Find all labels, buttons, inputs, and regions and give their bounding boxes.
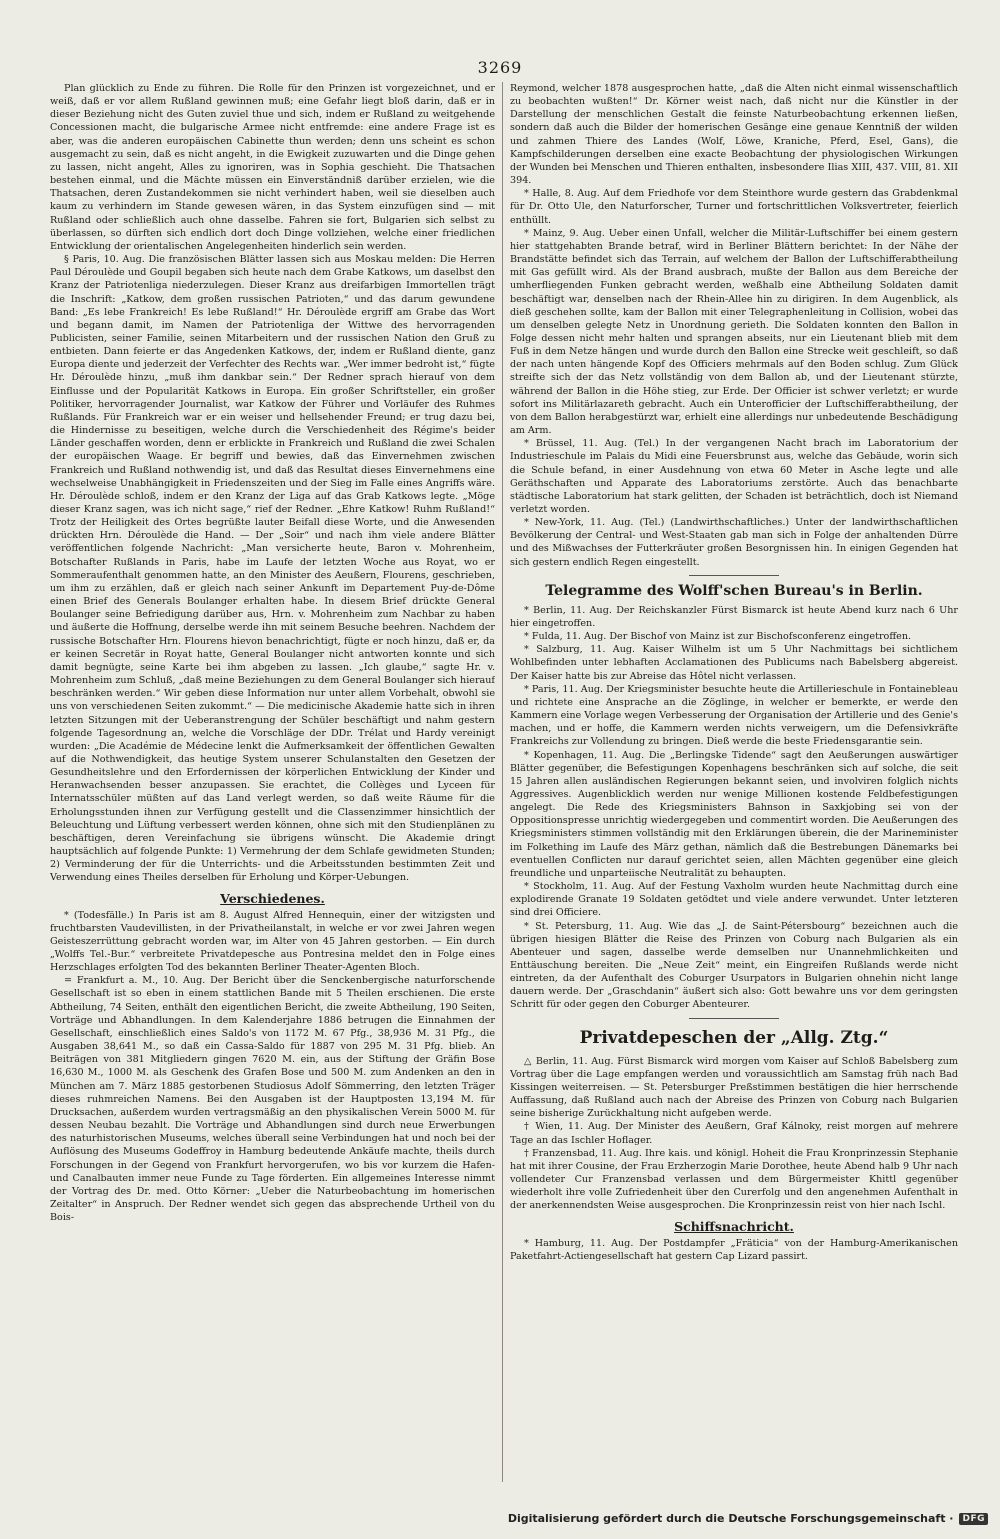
telegram-item: * Salzburg, 11. Aug. Kaiser Wilhelm ist um 5 Uhr Nachmittags bei sichtlichem Wohlbefinden unter lebhaften Acclamationen des Publicums nach Babelsberg abgereist. Der Kaiser hatte bis zur Abreise das Hôtel nicht verlassen.	[510, 644, 958, 682]
dispatch-item: △ Berlin, 11. Aug. Fürst Bismarck wird morgen vom Kaiser auf Schloß Babelsberg zum Vortrag über die Lage empfangen werden und voraussichtlich am Samstag früh nach Bad Kissingen weiterreisen. — St. Petersburger Preßstimmen bestätigen die hier herrschende Auffassung, daß Rußland auch nach der Abreise des Prinzen von Coburg nach Bulgarien seine bisherige Zurückhaltung nicht aufgeben werde.	[510, 1055, 958, 1120]
right-column	[510, 82, 958, 1482]
telegram-item: * Berlin, 11. Aug. Der Reichskanzler Fürst Bismarck ist heute Abend kurz nach 6 Uhr hier eingetroffen.	[510, 604, 958, 629]
telegram-item: * Stockholm, 11. Aug. Auf der Festung Vaxholm wurden heute Nachmittag durch eine explodirende Granate 19 Soldaten getödtet und viele andere verwundet. Unter letzteren sind drei Officiere.	[510, 881, 958, 919]
article-frankfurt: = Frankfurt a. M., 10. Aug. Der Bericht über die Senckenbergische naturforschende Gesellschaft ist so eben in einem stattlichen Bande mit 5 Theilen erschienen. Die erste Abtheilung, 74 Seiten, enthält den eigentlichen Bericht, die zweite Abtheilung, 190 Seiten, Vorträge und Abhandlungen. In dem Kalenderjahre 1886 betrugen die Einnahmen der Gesellschaft, einschließlich eines Saldo's von 1172 M. 67 Pfg., 38,936 M. 31 Pfg., die Ausgaben 38,641 M., so daß ein Cassa-Saldo für 1887 von 295 M. 31 Pfg. blieb. An Beiträgen von 381 Mitgliedern gingen 7620 M. ein, aus der Stiftung der Gräfin Bose 16,630 M., 1000 M. als Geschenk des Grafen Bose und 500 M. zum Andenken an den in München am 7. März 1885 gestorbenen Studiosus Adolf Sömmerring, den letzten Träger dieses ruhmreichen Namens. Bei den Ausgaben ist der Hauptposten 13,194 M. für Drucksachen, außerdem wurden vertragsmäßig an den physikalischen Verein 5000 M. für dessen Neubau bezahlt. Die Vorträge und Abhandlungen sind durch neue Erwerbungen des naturhistorischen Museums, welches überall seine Verbindungen hat und noch bei der Auflösung des Museums Godeffroy in Hamburg bedeutende Ankäufe machte, theils durch Forschungen in der Gegend von Frankfurt hervorgerufen, wo bis vor kurzem die Hafen- und Canalbauten immer neue Funde zu Tage förderten. Ein allgemeines Interesse nimmt der Vortrag des Dr. med. Otto Körner: „Ueber die Naturbeobachtung im homerischen Zeitalter“ in Anspruch. Der Redner wendet sich gegen das absprechende Urtheil von du Bois-	[50, 975, 495, 1224]
telegram-item: * Kopenhagen, 11. Aug. Die „Berlingske Tidende“ sagt den Aeußerungen auswärtiger Blätter gegenüber, die Befestigungen Kopenhagens beschränken sich auf solche, die seit 15 Jahren allen ausländischen Regierungen bekannt seien, und involviren folglich nichts Aggressives. Augenblicklich werden nur wenige Millionen kostende Feldbefestigungen angelegt. Die Rede des Kriegsministers Bahnson in Saxkjobing sei von der Oppositionspresse unrichtig wiedergegeben und commentirt worden. Die Aeußerungen des Kriegsministers stimmen vollständig mit den Erklärungen überein, die der Marineminister im Folkething im Laufe des März gethan, nämlich daß die Bestrebungen Dänemarks bei eventuellen Conflicten nur darauf gerichtet seien, allen Mächten gegenüber eine gleich freundliche und unparteiische Neutralität zu behaupten.	[510, 749, 958, 879]
article-bruessel: * Brüssel, 11. Aug. (Tel.) In der vergangenen Nacht brach im Laboratorium der Industrieschule im Palais du Midi eine Feuersbrunst aus, welche das Gebäude, worin sich die Schule befand, in einer Ausdehnung von etwa 60 Meter in Asche legte und alle Geräthschaften und Apparate des Laboratoriums zerstörte. Auch das benachbarte städtische Laboratorium hat stark gelitten, der Schaden ist beträchtlich, doch ist Niemand verletzt worden.	[510, 438, 958, 515]
article-paris: § Paris, 10. Aug. Die französischen Blätter lassen sich aus Moskau melden: Die Herren Paul Déroulède und Goupil begaben sich heute nach dem Grabe Katkows, um daselbst den Kranz der Patriotenliga niederzulegen. Dieser Kranz aus dreifarbigen Immortellen trägt die Inschrift: „Katkow, dem großen russischen Patrioten,“ und das darum gewundene Band: „Es lebe Frankreich! Es lebe Rußland!“ Hr. Déroulède ergriff am Grabe das Wort und begann damit, im Namen der Patriotenliga der Wittwe des hervorragenden Publicisten, seiner Familie, seinen Mitarbeitern und der russischen Nation den Gruß zu entbieten. Dann feierte er das Angedenken Katkows, der, indem er Rußland diente, ganz Europa diente und jederzeit der Verfechter des Rechts war. „Wer immer bedroht ist,“ fügte Hr. Déroulède hinzu, „muß ihm dankbar sein.“ Der Redner sprach hierauf von dem Einflusse und der Popularität Katkows in Europa. Ein großer Schriftsteller, ein großer Politiker, hervorragender Journalist, war Katkow der Führer und Vorläufer des Ruhmes Rußlands. Für Frankreich war er ein weiser und hellsehender Freund; er trug dazu bei, die Hindernisse zu beseitigen, welche durch die Verschiedenheit des Régime's beider Länder geschaffen worden, denn er erblickte in Frankreich und Rußland die zwei Schalen der europäischen Waage. Er begriff und bewies, daß das Einvernehmen zwischen Frankreich und Rußland nothwendig ist, und daß das Resultat dieses Einvernehmens eine wechselweise Unabhängigkeit in Friedenszeiten und der Sieg im Falle eines Angriffs wäre. Hr. Déroulède schloß, indem er den Kranz der Liga auf das Grab Katkows legte. „Möge dieser Kranz sagen, was ich nicht sage,“ rief der Redner. „Ehre Katkow! Ruhm Rußland!“ Trotz der Heiligkeit des Ortes begrüßte lauter Beifall diese Worte, und die Anwesenden drückten Hrn. Déroulède die Hand. — Der „Soir“ und nach ihm viele andere Blätter veröffentlichen folgende Nachricht: „Man versicherte heute, Baron v. Mohrenheim, Botschafter Rußlands in Paris, habe im Laufe der letzten Woche aus Royat, wo er Sommeraufenthalt genommen hatte, an den Minister des Aeußern, Flourens, geschrieben, um ihm zu erzählen, daß er gleich nach seiner Ankunft im Departement Puy-de-Dôme einen Brief des Generals Boulanger erhalten habe. In diesem Brief drückte General Boulanger seine Befriedigung darüber aus, Hrn. v. Mohrenheim zum Nachbar zu haben und äußerte die Hoffnung, derselbe werde ihn mit seinem Besuche beehren. Nachdem der russische Botschafter Hrn. Flourens hievon benachrichtigt, fügte er noch hinzu, daß er, da er keinen Secretär in Royat hatte, General Boulanger nicht antworten konnte und sich damit begnügte, seine Karte bei ihm abgeben zu lassen. „Ich glaube,“ sagte Hr. v. Mohrenheim zum Schluß, „daß meine Beziehungen zu dem General Boulanger sich hierauf beschränken werden.“ Wir geben diese Information nur unter allem Vorbehalt, obwohl sie uns von verschiedenen Seiten zukommt.“ — Die medicinische Akademie hatte sich in ihren letzten Sitzungen mit der Ueberanstrengung der Schüler beschäftigt und nahm gestern folgende Tagesordnung an, welche die Vorschläge der DDr. Trélat und Hardy vereinigt wurden: „Die Académie de Médecine lenkt die Aufmerksamkeit der öffentlichen Gewalten auf die Nothwendigkeit, das heutige System unserer Schulanstalten den Gesetzen der Gesundheitslehre und den Erfordernissen der körperlichen Entwicklung der Kinder und Heranwachsenden besser anzupassen. Sie erachtet, die Collèges und Lyceen für Internatsschüler müßten auf das Land verlegt werden, so daß weite Räume für die Erholungsstunden ihnen zur Verfügung gestellt und die Classenzimmer hinsichtlich der Beleuchtung und Lüftung verbessert werden können, ohne sich mit den Studienplänen zu beschäftigen, deren Vereinfachung sie übrigens wünscht. Die Akademie dringt hauptsächlich auf folgende Punkte: 1) Vermehrung der dem Schlafe gewidmeten Stunden; 2) Verminderung der für die Unterrichts- und die Arbeitsstunden bestimmten Zeit und Verwendung eines Theiles derselben für Erholung und Körper-Uebungen.	[50, 254, 495, 884]
column-divider	[502, 82, 503, 1482]
separator	[689, 1018, 779, 1019]
ship-news-item: * Hamburg, 11. Aug. Der Postdampfer „Fräticia“ von der Hamburg-Amerikanischen Paketfahrt-Actiengesellschaft hat gestern Cap Lizard passirt.	[510, 1237, 958, 1262]
section-heading-telegramme: Telegramme des Wolff'schen Bureau's in Berlin.	[545, 582, 923, 599]
separator	[689, 575, 779, 576]
left-column	[50, 82, 495, 1482]
section-heading-schiffsnachricht: Schiffsnachricht.	[674, 1218, 794, 1234]
dispatch-item: † Franzensbad, 11. Aug. Ihre kais. und königl. Hoheit die Frau Kronprinzessin Stephanie hat mit ihrer Cousine, der Frau Erzherzogin Marie Dorothee, heute Abend halb 9 Uhr nach vollendeter Cur Franzensbad verlassen und dem Bürgermeister Khittl gegenüber wiederholt ihre volle Zufriedenheit über den Curerfolg und den angenehmen Aufenthalt in der anerkennendsten Weise ausgesprochen. Die Kronprinzessin reist von hier nach Ischl.	[510, 1147, 958, 1212]
page-number: 3269	[477, 58, 523, 77]
article-todesfaelle: * (Todesfälle.) In Paris ist am 8. August Alfred Hennequin, einer der witzigsten und fruchtbarsten Vaudevillisten, in der Privatheilanstalt, in welche er vor zwei Jahren wegen Geisteszerrüttung gebracht worden war, im Alter von 45 Jahren gestorben. — Ein durch „Wolffs Tel.-Bur.“ verbreitete Privatdepesche aus Pontresina meldet den in Folge eines Herzschlages erfolgten Tod des bekannten Berliner Theater-Agenten Bloch.	[50, 909, 495, 974]
article-continuation: Reymond, welcher 1878 ausgesprochen hatte, „daß die Alten nicht einmal wissenschaftlich zu beobachten wußten!“ Dr. Körner weist nach, daß nicht nur die Künstler in der Darstellung der menschlichen Gestalt die feinste Naturbeobachtung erkennen ließen, sondern daß auch die Bilder der homerischen Gesänge eine genaue Kenntniß der wilden und zahmen Thiere des Landes (Wolf, Löwe, Kraniche, Pferd, Esel, Gans), die Kampfschilderungen derselben eine exacte Beobachtung der physiologischen Wirkungen der Wunden bei Menschen und Thieren enthalten, insbesondere Ilias XIII, 437. VIII, 81. XII 394.	[510, 83, 958, 187]
footer	[508, 1512, 988, 1525]
telegram-item: * St. Petersburg, 11. Aug. Wie das „J. de Saint-Pétersbourg“ bezeichnen auch die übrigen hiesigen Blätter die Reise des Prinzen von Coburg nach Bulgarien als ein Abenteuer und sagen, dasselbe werde demselben nur Unannehmlichkeiten und Enttäuschung bereiten. Die „Neue Zeit“ meint, ein Eingreifen Rußlands werde nicht eintreten, da der Aufenthalt des Coburger Usurpators in Bulgarien ohnehin nicht lange dauern werde. Der „Graschdanin“ äußert sich also: Gott bewahre uns vor dem geringsten Schritt für oder gegen den Coburger Abenteurer.	[510, 920, 958, 1011]
article-new-york: * New-York, 11. Aug. (Tel.) (Landwirthschaftliches.) Unter der landwirthschaftlichen Bevölkerung der Central- und West-Staaten gab man sich in Folge der anhaltenden Dürre und des Mißwachses der Futterkräuter großen Besorgnissen hin. In einigen Gegenden hat sich gestern endlich Regen eingestellt.	[510, 517, 958, 568]
section-heading-verschiedenes: Verschiedenes.	[220, 890, 325, 906]
telegram-item: * Fulda, 11. Aug. Der Bischof von Mainz ist zur Bischofsconferenz eingetroffen.	[524, 631, 912, 643]
dfg-logo: DFG	[959, 1513, 988, 1525]
telegram-item: * Paris, 11. Aug. Der Kriegsminister besuchte heute die Artillerieschule in Fontainebleau und richtete eine Ansprache an die Zöglinge, in welcher er bemerkte, er werde den Kammern eine Vorlage wegen Verbesserung der Organisation der Artillerie und des Genie's machen, und er hoffe, die Kammern werden nichts verweigern, um die Defensivkräfte Frankreichs zur Vollendung zu bringen. Dieß werde die beste Friedensgarantie sein.	[510, 683, 958, 748]
footer-text: Digitalisierung gefördert durch die Deutsche Forschungsgemeinschaft ·	[507, 1512, 954, 1525]
article-halle: * Halle, 8. Aug. Auf dem Friedhofe vor dem Steinthore wurde gestern das Grabdenkmal für Dr. Otto Ule, den Naturforscher, Turner und fortschrittlichen Volksvertreter, feierlich enthüllt.	[510, 188, 958, 226]
section-heading-privatdepeschen: Privatdepeschen der „Allg. Ztg.“	[579, 1027, 889, 1048]
article-mainz: * Mainz, 9. Aug. Ueber einen Unfall, welcher die Militär-Luftschiffer bei einem gestern hier stattgehabten Brande betraf, wird in Berliner Blättern berichtet: In der Nähe der Brandstätte befindet sich das Terrain, auf welchem der Ballon der Luftschifferabtheilung mit Gas gefüllt wird. Als der Brand ausbrach, mußte der Ballon aus dem Bereiche der umherfliegenden Funken gebracht werden, weßhalb eine Abtheilung Soldaten damit beschäftigt war, denselben nach der Rhein-Allee hin zu dirigiren. In dem Augenblick, als dieß geschehen sollte, kam der Ballon mit einer Telegraphenleitung in Collision, wobei das um denselben gelegte Netz in Unordnung gerieth. Die Soldaten konnten den Ballon in Folge dessen nicht mehr halten und sprangen abseits, nur ein Lieutenant blieb mit dem Fuß in dem Netze hängen und wurde durch den Ballon eine Strecke weit geschleift, so daß der nach unten hängende Kopf des Officiers mehrmals auf den Boden schlug. Zum Glück streifte sich der das Netz vollständig von dem Ballon ab, und der Lieutenant stürzte, während der Ballon in die Höhe stieg, zur Erde. Der Officier ist schwer verletzt; er wurde sofort ins Militärlazareth gebracht. Auch ein Unterofficier der Luftschifferabtheilung, der von dem Ballon herabgestürzt war, erhielt eine allerdings nur unbedeutende Beschädigung am Arm.	[510, 227, 958, 437]
article-paragraph: Plan glücklich zu Ende zu führen. Die Rolle für den Prinzen ist vorgezeichnet, und er weiß, daß er vor allem Rußland gewinnen muß; eine Gefahr liegt bloß darin, daß er in dieser Beziehung nicht des Guten zuviel thue und sich, indem er Rußland zu weitgehende Concessionen macht, die bulgarische Armee nicht entfremde: eine andere Frage ist es aber, was die anderen europäischen Cabinette thun werden; denn uns scheint es schon ausgemacht zu sein, daß es nicht angeht, in die Ewigkeit zuzuwarten und die Dinge gehen zu lassen, nicht angeht, Alles zu ignoriren, was in Sophia geschieht. Die Thatsachen bestehen einmal, und die Mächte müssen ein Einverständniß darüber erzielen, wie die Thatsachen, deren Zustandekommen sie nicht verhindert haben, weil sie dieselben auch kaum zu verhindern im Stande gewesen wären, in das System einzufügen sind — mit Rußland oder schließlich auch ohne dasselbe. Fahren sie fort, Bulgarien sich selbst zu überlassen, so dürften sich endlich dort doch Dinge vollziehen, welche einer friedlichen Entwicklung der orientalischen Angelegenheiten hinderlich sein werden.	[50, 83, 495, 252]
dispatch-item: † Wien, 11. Aug. Der Minister des Aeußern, Graf Kálnoky, reist morgen auf mehrere Tage an das Ischler Hoflager.	[510, 1121, 958, 1146]
